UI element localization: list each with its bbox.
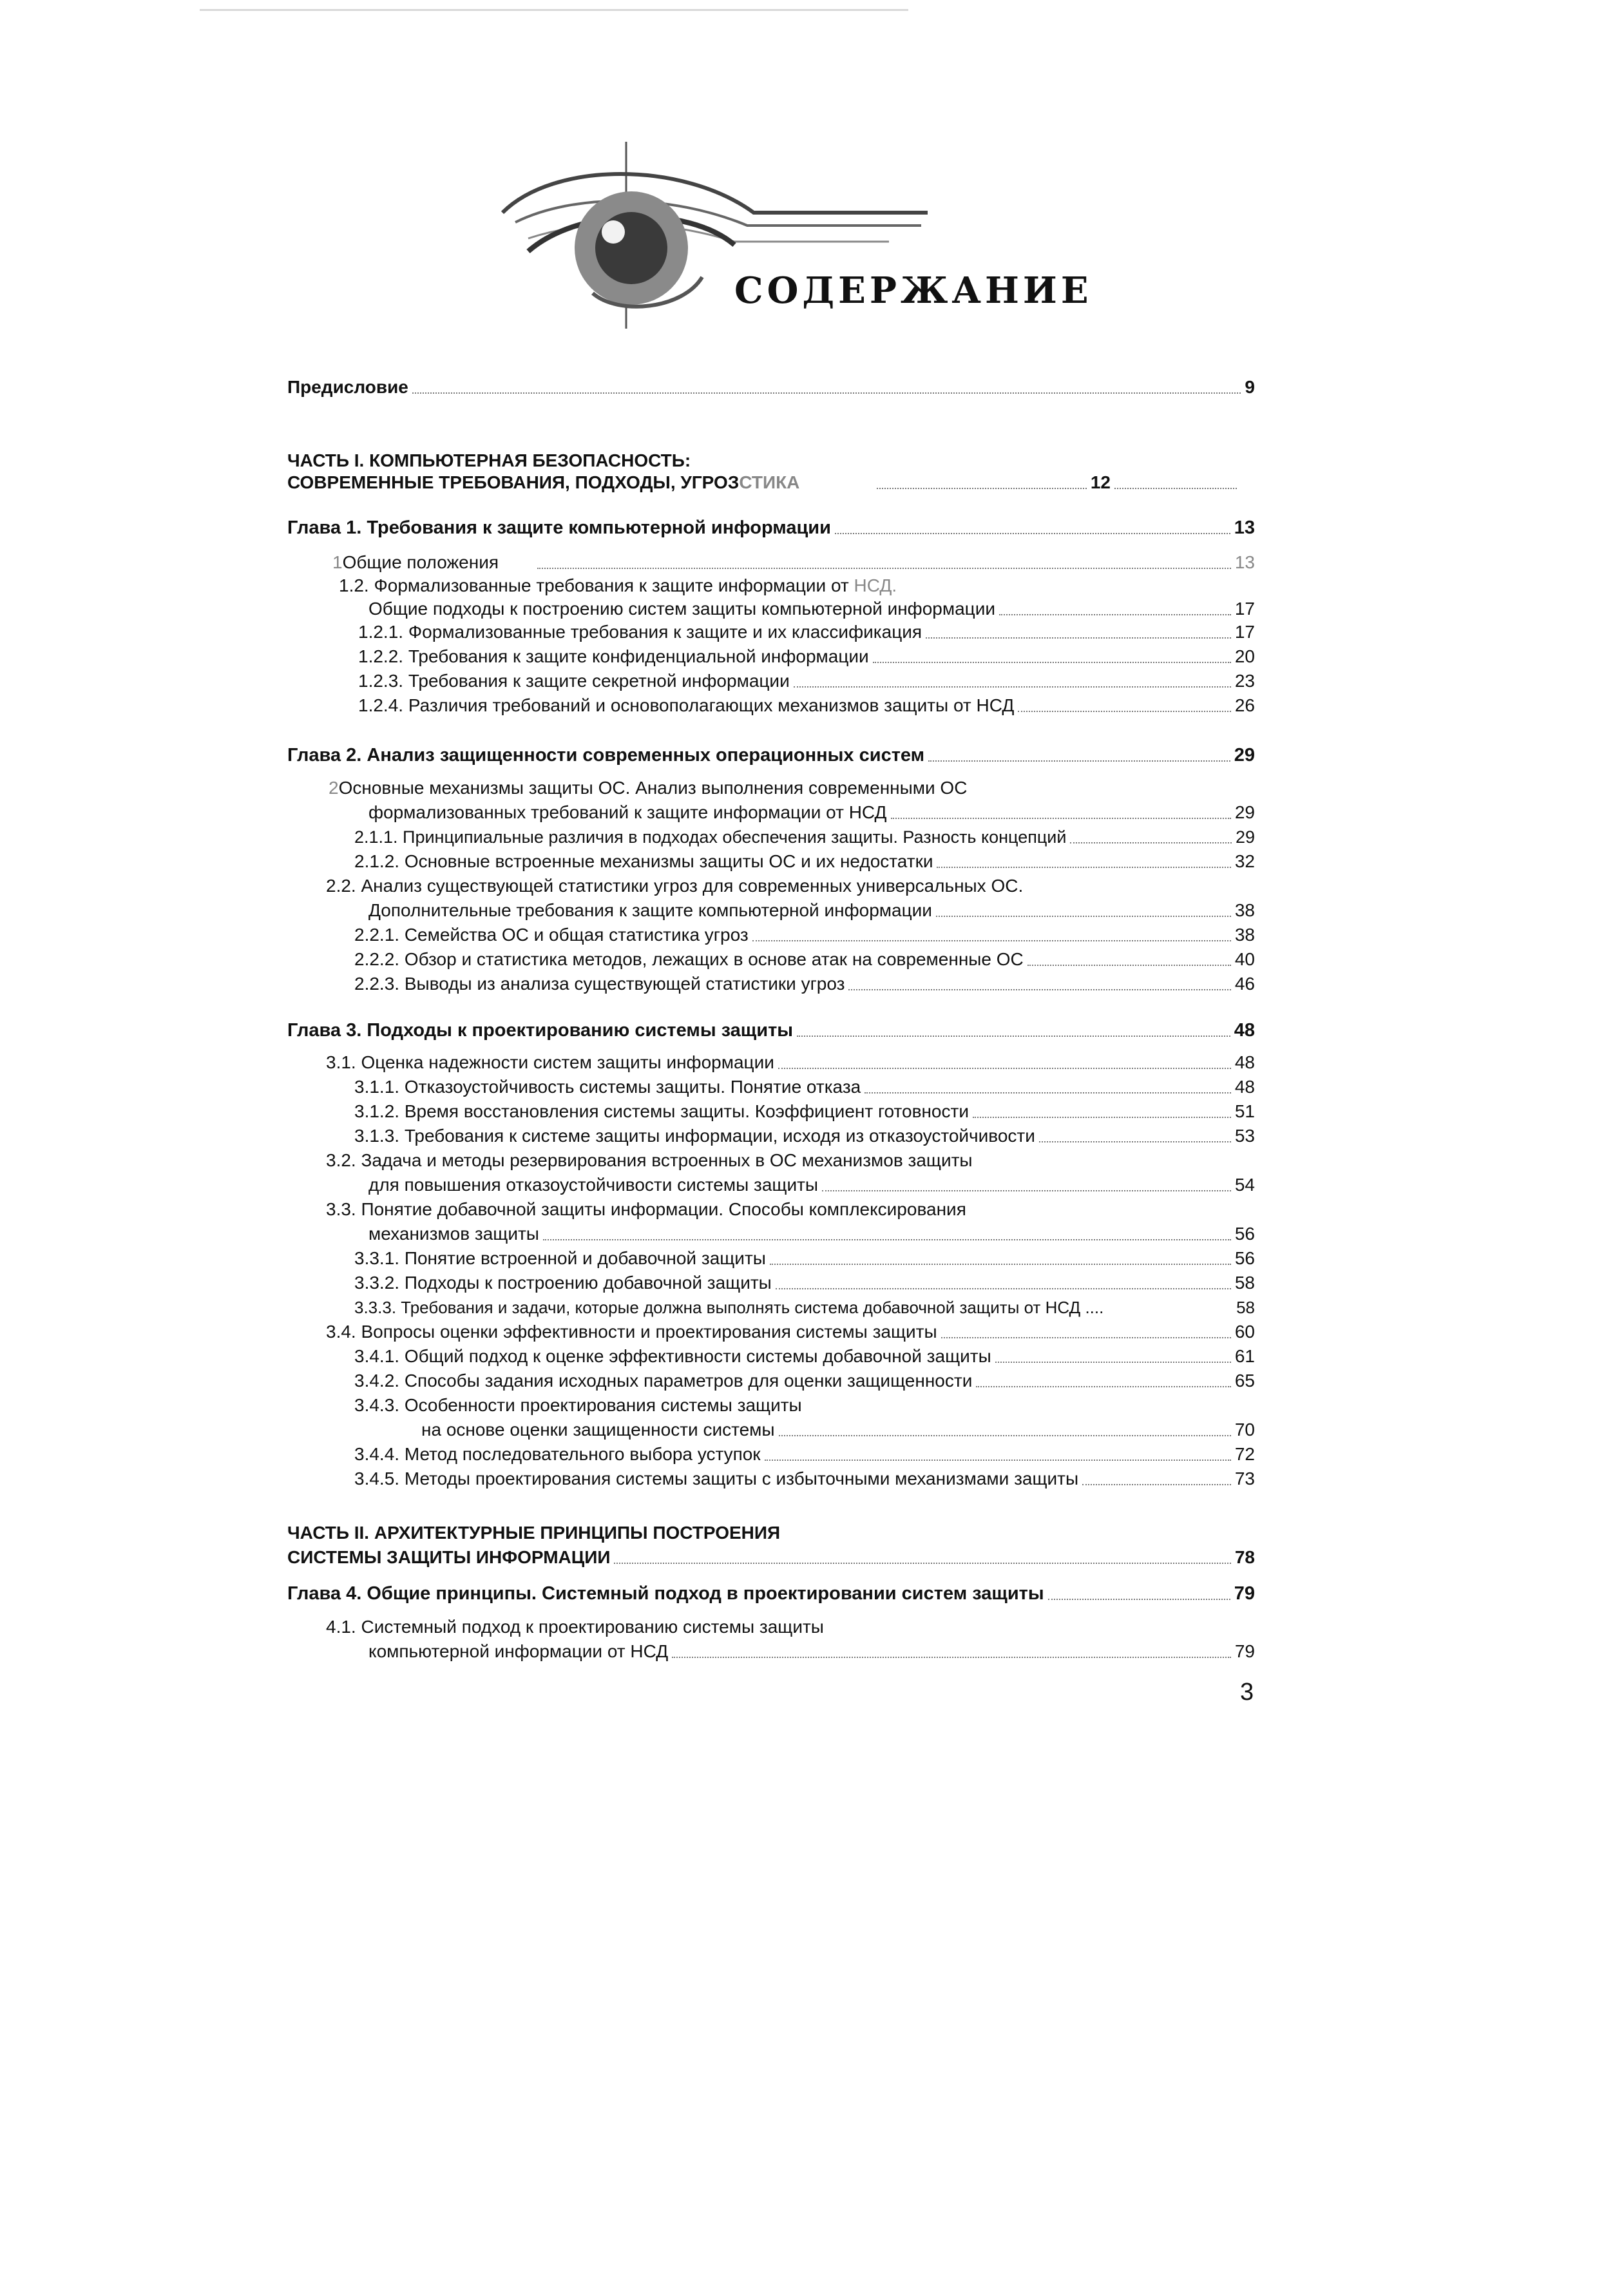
toc-entry-title: СОВРЕМЕННЫЕ ТРЕБОВАНИЯ, ПОДХОДЫ, УГРОЗ — [287, 472, 740, 492]
toc-entry-page: 29 — [1235, 827, 1255, 847]
toc-entry-page: 48 — [1234, 1052, 1255, 1072]
toc-entry-title: 2.1.1. Принципиальные различия в подходах обеспечения защиты. Разность концепций — [354, 827, 1067, 847]
toc-entry-page: 13 — [1234, 517, 1255, 538]
toc-entry-page: 56 — [1234, 1224, 1255, 1244]
toc-entry-title: 3.1. Оценка надежности систем защиты информации — [326, 1052, 774, 1072]
toc-entry-3-3[interactable] — [368, 1223, 1255, 1245]
toc-entry-3-3-1[interactable] — [354, 1248, 1255, 1269]
toc-entry-number: 2 — [329, 778, 339, 798]
leader-dots — [797, 1036, 1230, 1037]
toc-entry-2-1-2[interactable] — [354, 851, 1255, 872]
toc-entry-page: 29 — [1234, 802, 1255, 822]
toc-entry-chapter-2[interactable] — [287, 744, 1255, 766]
toc-entry-title: 2.2.3. Выводы из анализа существующей статистики угроз — [354, 974, 845, 994]
leader-dots — [1018, 711, 1231, 712]
leader-dots — [770, 1264, 1231, 1265]
leader-dots — [973, 1117, 1231, 1118]
toc-entry-3-4-3-line1: 3.4.3. Особенности проектирования системы защиты — [354, 1395, 802, 1415]
toc-entry-page: 46 — [1234, 974, 1255, 994]
toc-entry-2-2-3[interactable] — [354, 973, 1255, 995]
toc-entry-page: 20 — [1234, 646, 1255, 666]
toc-entry-title: Общие подходы к построению систем защиты компьютерной информации — [368, 599, 995, 619]
toc-entry-title: 3.3.3. Требования и задачи, которые должна выполнять система добавочной защиты от НСД .... — [354, 1298, 1104, 1317]
leader-dots — [778, 1068, 1231, 1069]
leader-dots — [672, 1657, 1231, 1658]
toc-entry-title: Глава 1. Требования к защите компьютерной информации — [287, 517, 831, 538]
toc-entry-page: 9 — [1245, 377, 1255, 397]
leader-dots — [891, 818, 1231, 819]
toc-entry-chapter-4[interactable] — [287, 1583, 1255, 1604]
toc-entry-page: 48 — [1234, 1020, 1255, 1041]
toc-entry-title: Основные механизмы защиты ОС. Анализ выполнения современными ОС — [338, 778, 968, 798]
leader-dots — [1039, 1141, 1231, 1142]
toc-entry-2-1[interactable] — [368, 802, 1255, 824]
leader-dots — [1070, 842, 1231, 843]
leader-dots — [936, 916, 1231, 917]
toc-entry-3-3-3[interactable] — [354, 1296, 1255, 1318]
toc-entry-title: 3.4.2. Способы задания исходных параметров для оценки защищенности — [354, 1371, 973, 1391]
leader-dots — [937, 867, 1230, 868]
toc-entry-title: Предисловие — [287, 377, 408, 397]
toc-entry-title-tail: НСД. — [854, 575, 897, 595]
toc-entry-3-3-line1: 3.3. Понятие добавочной защиты информации. Способы комплексирования — [326, 1199, 966, 1219]
toc-entry-3-4-3[interactable] — [421, 1419, 1255, 1441]
leader-dots — [928, 760, 1230, 762]
toc-entry-chapter-3[interactable] — [287, 1019, 1255, 1041]
toc-entry-title: 3.3.2. Подходы к построению добавочной защиты — [354, 1273, 772, 1293]
toc-entry-title: СИСТЕМЫ ЗАЩИТЫ ИНФОРМАЦИИ — [287, 1547, 611, 1567]
toc-entry-title: 3.1.3. Требования к системе защиты информации, исходя из отказоустойчивости — [354, 1126, 1035, 1146]
toc-entry-2-2[interactable] — [368, 900, 1255, 921]
leader-dots — [822, 1190, 1231, 1191]
toc-entry-page: 12 — [1090, 472, 1111, 492]
leader-dots — [995, 1362, 1231, 1363]
toc-entry-page: 29 — [1234, 745, 1255, 766]
toc-entry-3-2[interactable] — [368, 1174, 1255, 1196]
leader-dots — [873, 662, 1231, 663]
toc-entry-page: 54 — [1234, 1175, 1255, 1195]
toc-entry-1-2-2[interactable] — [358, 646, 1255, 668]
toc-entry-preface[interactable] — [287, 376, 1255, 398]
toc-entry-title: Глава 2. Анализ защищенности современных операционных систем — [287, 745, 925, 766]
leader-dots — [1048, 1599, 1230, 1600]
toc-entry-page: 48 — [1234, 1077, 1255, 1097]
toc-entry-title: 2.2.2. Обзор и статистика методов, лежащих в основе атак на современные ОС — [354, 949, 1024, 969]
toc-entry-title: 1.2.2. Требования к защите конфиденциальной информации — [358, 646, 869, 666]
toc-entry-title: 2.1.2. Основные встроенные механизмы защиты ОС и их недостатки — [354, 851, 933, 871]
leader-dots — [1107, 1313, 1232, 1314]
toc-entry-page: 61 — [1234, 1346, 1255, 1366]
toc-entry-page: 17 — [1234, 622, 1255, 642]
leader-dots — [779, 1435, 1231, 1436]
toc-entry-page: 26 — [1234, 695, 1255, 715]
toc-entry-4-1[interactable] — [368, 1641, 1255, 1662]
leader-dots — [776, 1288, 1231, 1289]
toc-entry-3-1[interactable] — [326, 1052, 1255, 1074]
toc-entry-2-2-2[interactable] — [354, 949, 1255, 970]
toc-entry-2-1-line1 — [329, 777, 967, 799]
toc-entry-title: 1.2.4. Различия требований и основополагающих механизмов защиты от НСД — [358, 695, 1015, 715]
toc-entry-title: компьютерной информации от НСД — [368, 1641, 669, 1661]
toc-entry-page: 40 — [1234, 949, 1255, 969]
leader-dots — [1027, 965, 1231, 966]
toc-entry-title: Глава 4. Общие принципы. Системный подход в проектировании систем защиты — [287, 1583, 1044, 1604]
toc-entry-page: 65 — [1234, 1371, 1255, 1391]
toc-entry-chapter-1[interactable] — [287, 517, 1255, 539]
toc-entry-title: 2.2.1. Семейства ОС и общая статистика угроз — [354, 925, 749, 945]
toc-entry-3-2-line1: 3.2. Задача и методы резервирования встроенных в ОС механизмов защиты — [326, 1150, 973, 1170]
toc-entry-title: 3.4. Вопросы оценки эффективности и проектирования системы защиты — [326, 1322, 937, 1342]
toc-entry-title: 3.1.1. Отказоустойчивость системы защиты. Понятие отказа — [354, 1077, 861, 1097]
toc-entry-title: 3.1.2. Время восстановления системы защиты. Коэффициент готовности — [354, 1101, 969, 1121]
leader-dots — [794, 686, 1231, 688]
toc-entry-number: 1 — [332, 552, 343, 572]
toc-entry-title: механизмов защиты — [368, 1224, 539, 1244]
page-number: 3 — [1240, 1679, 1254, 1706]
toc-entry-page: 60 — [1234, 1322, 1255, 1342]
toc-entry-part1[interactable] — [287, 472, 1241, 494]
leader-dots — [926, 637, 1231, 639]
toc-entry-3-4[interactable] — [326, 1321, 1255, 1343]
toc-entry-page: 17 — [1234, 599, 1255, 619]
toc-entry-3-4-1[interactable] — [354, 1345, 1255, 1367]
toc-part2-line1: ЧАСТЬ II. АРХИТЕКТУРНЫЕ ПРИНЦИПЫ ПОСТРОЕНИЯ — [287, 1523, 781, 1543]
toc-entry-page: 73 — [1234, 1469, 1255, 1489]
toc-entry-page: 79 — [1234, 1641, 1255, 1661]
toc-entry-title: 3.4.1. Общий подход к оценке эффективности системы добавочной защиты — [354, 1346, 991, 1366]
toc-entry-3-4-2[interactable] — [354, 1370, 1255, 1392]
toc-entry-title: 1.2.1. Формализованные требования к защите и их классификация — [358, 622, 922, 642]
toc-entry-page: 51 — [1234, 1101, 1255, 1121]
toc-entry-1-2-4[interactable] — [358, 695, 1255, 717]
toc-entry-3-1-1[interactable] — [354, 1076, 1255, 1098]
toc-entry-1-1[interactable] — [332, 552, 1255, 573]
toc-entry-page: 58 — [1236, 1298, 1255, 1317]
toc-entry-title-tail: СТИКА — [739, 472, 800, 492]
leader-dots — [835, 533, 1230, 534]
toc-entry-title: Глава 3. Подходы к проектированию системы защиты — [287, 1020, 794, 1041]
toc-entry-page: 38 — [1234, 925, 1255, 945]
toc-entry-3-4-4[interactable] — [354, 1443, 1255, 1465]
toc-entry-page: 79 — [1234, 1583, 1255, 1604]
toc-part1-line1: ЧАСТЬ I. КОМПЬЮТЕРНАЯ БЕЗОПАСНОСТЬ: — [287, 450, 691, 470]
toc-entry-title: Дополнительные требования к защите компьютерной информации — [368, 900, 932, 920]
toc-entry-page: 70 — [1234, 1420, 1255, 1440]
toc-entry-title: на основе оценки защищенности системы — [421, 1420, 775, 1440]
leader-dots — [614, 1563, 1230, 1564]
leader-dots — [543, 1239, 1231, 1240]
leader-dots — [752, 940, 1231, 941]
toc-entry-page: 58 — [1234, 1273, 1255, 1293]
toc-entry-page: 23 — [1234, 671, 1255, 691]
leader-dots — [1082, 1484, 1231, 1485]
toc-entry-4-1-line1: 4.1. Системный подход к проектированию системы защиты — [326, 1617, 824, 1637]
toc-entry-title: 3.3.1. Понятие встроенной и добавочной защиты — [354, 1248, 766, 1268]
leader-dots — [865, 1092, 1231, 1094]
toc-entry-3-4-5[interactable] — [354, 1468, 1255, 1490]
leader-dots — [999, 614, 1231, 615]
toc-entry-page: 78 — [1234, 1547, 1255, 1567]
toc-entry-3-3-2[interactable] — [354, 1272, 1255, 1294]
toc-entry-part2[interactable] — [287, 1547, 1255, 1568]
toc-entry-page: 38 — [1234, 900, 1255, 920]
leader-dots — [1114, 488, 1237, 489]
toc-entry-page: 56 — [1234, 1248, 1255, 1268]
toc-entry-page: 72 — [1234, 1444, 1255, 1464]
leader-dots — [537, 568, 1231, 569]
toc-entry-3-1-2[interactable] — [354, 1101, 1255, 1123]
toc-entry-3-1-3[interactable] — [354, 1125, 1255, 1147]
toc-heading: СОДЕРЖАНИЕ — [734, 269, 1093, 312]
leader-dots — [765, 1460, 1231, 1461]
toc-entry-1-2-line1 — [339, 575, 897, 597]
toc-entry-title: 3.4.5. Методы проектирования системы защиты с избыточными механизмами защиты — [354, 1469, 1079, 1489]
toc-entry-2-1-1[interactable] — [354, 826, 1255, 848]
toc-entry-title: формализованных требований к защите информации от НСД — [368, 802, 887, 822]
leader-dots — [877, 488, 1086, 489]
toc-entry-1-2[interactable] — [368, 598, 1255, 620]
leader-dots — [941, 1337, 1231, 1338]
toc-entry-2-2-line1: 2.2. Анализ существующей статистики угроз для современных универсальных ОС. — [326, 876, 1024, 896]
leader-dots — [412, 392, 1241, 394]
toc-entry-title: 1.2.3. Требования к защите секретной информации — [358, 671, 790, 691]
leader-dots — [976, 1386, 1231, 1387]
toc-entry-title: Общие положения — [342, 552, 499, 572]
toc-entry-page: 32 — [1234, 851, 1255, 871]
toc-entry-title: для повышения отказоустойчивости системы защиты — [368, 1175, 819, 1195]
toc-entry-page: 53 — [1234, 1126, 1255, 1146]
toc-entry-2-2-1[interactable] — [354, 924, 1255, 946]
toc-entry-1-2-3[interactable] — [358, 670, 1255, 692]
leader-dots — [848, 989, 1230, 990]
toc-entry-1-2-1[interactable] — [358, 621, 1255, 643]
toc-entry-title: 3.4.4. Метод последовательного выбора уступок — [354, 1444, 761, 1464]
toc-entry-title: 1.2. Формализованные требования к защите информации от — [339, 575, 849, 595]
toc-entry-page: 13 — [1234, 552, 1255, 572]
